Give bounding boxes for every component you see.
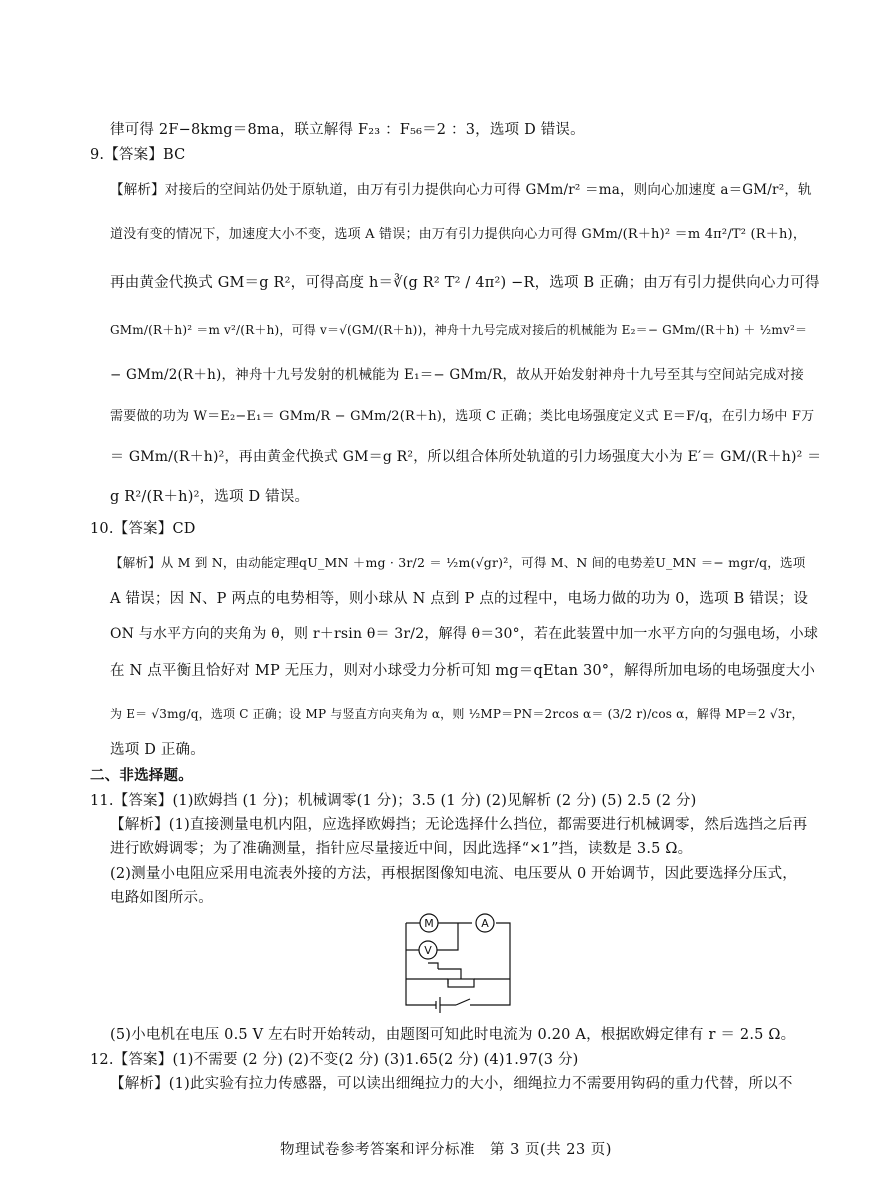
- section-heading: 二、非选择题。: [90, 768, 193, 784]
- text-line: 【解析】对接后的空间站仍处于原轨道，由万有引力提供向心力可得 GMm/r² ＝ma，则向心加速度 a＝GM/r²，轨: [110, 182, 812, 198]
- text-line: ON 与水平方向的夹角为 θ，则 r＋rsin θ＝ 3r/2，解得 θ＝30°，若在此装置中加一水平方向的匀强电场，小球: [110, 626, 819, 642]
- text-line: (5)小电机在电压 0.5 V 左右时开始转动，由题图可知此时电流为 0.20 A，根据欧姆定律有 r ＝ 2.5 Ω。: [110, 1027, 796, 1043]
- rheostat: [448, 979, 474, 987]
- circuit-diagram: [398, 905, 518, 1013]
- wire: [406, 923, 436, 1005]
- switch: [456, 999, 470, 1005]
- text-line: g R²/(R＋h)²，选项 D 错误。: [110, 489, 310, 505]
- answer-heading-12: 12.【答案】(1)不需要 (2 分) (2)不变(2 分) (3)1.65(2 分) (4)1.97(3 分): [90, 1052, 579, 1068]
- text-line: GMm/(R＋h)² ＝m v²/(R＋h)，可得 v＝√(GM/(R＋h))，神舟十九号完成对接后的机械能为 E₂＝− GMm/(R＋h) ＋ ½mv²＝: [110, 323, 808, 337]
- text-line: 律可得 2F−8kmg＝8ma，联立解得 F₂₃ ：F₅₆＝2 ：3，选项 D 错误。: [110, 122, 585, 138]
- wire: [470, 923, 510, 1005]
- text-line: A 错误；因 N、P 两点的电势相等，则小球从 N 点到 P 点的过程中，电场力做的功为 0，选项 B 错误；设: [110, 591, 809, 607]
- text-line: 【解析】从 M 到 N，由动能定理qU_MN ＋mg · 3r/2 ＝ ½m(√gr)²，可得 M、N 间的电势差U_MN ＝− mgr/q，选项: [110, 555, 806, 570]
- text-line: 选项 D 正确。: [110, 742, 205, 758]
- answer-heading-9: 9.【答案】BC: [90, 147, 186, 163]
- text-line: 再由黄金代换式 GM＝g R²，可得高度 h＝∛(g R² T² / 4π²) −R，选项 B 正确；由万有引力提供向心力可得: [110, 275, 820, 291]
- text-line: 需要做的功为 W＝E₂−E₁＝ GMm/R − GMm/2(R＋h)，选项 C 正确；类比电场强度定义式 E＝F/q，在引力场中 F万: [110, 409, 815, 424]
- text-line: 道没有变的情况下，加速度大小不变，选项 A 错误；由万有引力提供向心力可得 GMm/(R＋h)² ＝m 4π²/T² (R＋h)，: [110, 227, 807, 242]
- ammeter-label: A: [481, 917, 489, 930]
- page-footer: 物理试卷参考答案和评分标准 第 3 页(共 23 页): [280, 1142, 612, 1158]
- text-line: 【解析】(1)此实验有拉力传感器，可以读出细绳拉力的大小，细绳拉力不需要用钩码的重力代替，所以不: [110, 1076, 793, 1092]
- text-line: − GMm/2(R＋h)，神舟十九号发射的机械能为 E₁＝− GMm/R，故从开始发射神舟十九号至其与空间站完成对接: [110, 367, 804, 383]
- wire: [428, 963, 438, 969]
- wire: [437, 923, 458, 950]
- text-line: 在 N 点平衡且恰好对 MP 无压力，则对小球受力分析可知 mg＝qEtan 30°，解得所加电场的电场强度大小: [110, 663, 816, 679]
- text-line: 进行欧姆调零；为了准确测量，指针应尽量接近中间，因此选择“×1”挡，读数是 3.5 Ω。: [110, 841, 693, 857]
- wire: [438, 969, 461, 979]
- text-line: 电路如图所示。: [110, 890, 213, 906]
- text-line: (2)测量小电阻应采用电流表外接的方法，再根据图像知电流、电压要从 0 开始调节，因此要选择分压式，: [110, 866, 797, 882]
- motor-label: M: [424, 917, 434, 930]
- text-line: ＝ GMm/(R＋h)²，再由黄金代换式 GM＝g R²，所以组合体所处轨道的引力场强度大小为 E′＝ GM/(R＋h)² ＝: [110, 449, 822, 465]
- answer-heading-10: 10.【答案】CD: [90, 521, 196, 537]
- voltmeter-label: V: [424, 944, 432, 957]
- answer-heading-11: 11.【答案】(1)欧姆挡 (1 分)；机械调零(1 分)；3.5 (1 分) (2)见解析 (2 分) (5) 2.5 (2 分): [90, 793, 697, 809]
- text-line: 为 E＝ √3mg/q，选项 C 正确；设 MP 与竖直方向夹角为 α，则 ½MP＝PN＝2rcos α＝ (3/2 r)/cos α，解得 MP＝2 √3r，: [110, 707, 804, 721]
- text-line: 【解析】(1)直接测量电机内阻，应选择欧姆挡；无论选择什么挡位，都需要进行机械调零，然后选挡之后再: [110, 817, 808, 833]
